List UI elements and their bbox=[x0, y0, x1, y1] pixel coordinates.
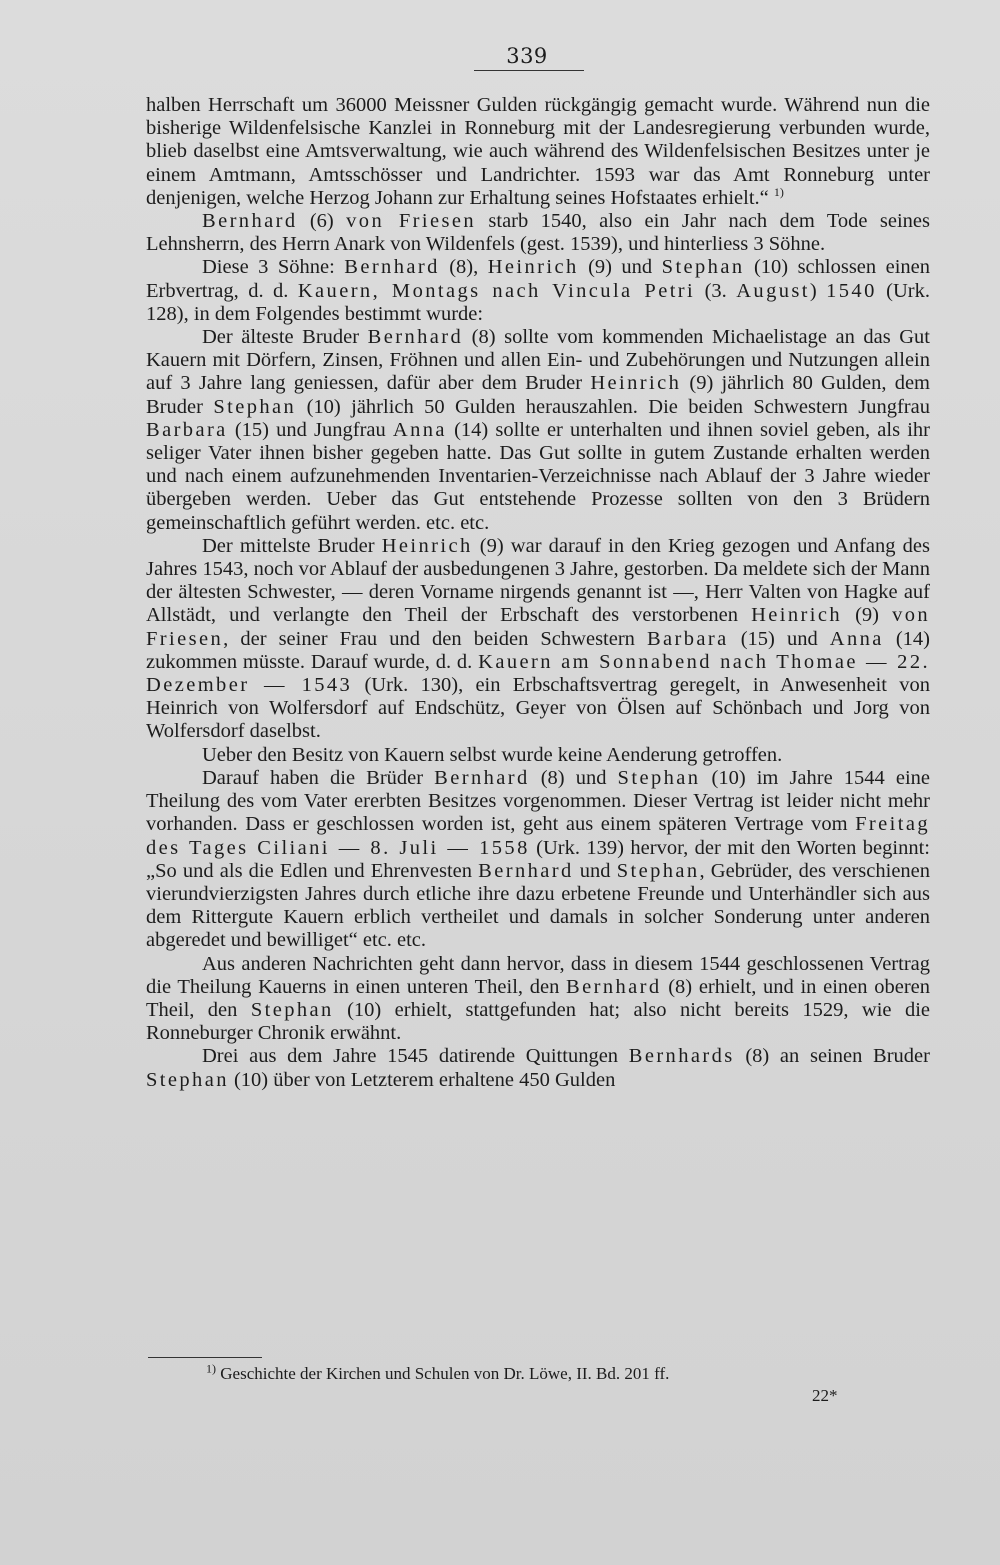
text-run: (8) an seinen Bruder bbox=[734, 1045, 930, 1068]
text-run: ) bbox=[809, 279, 827, 302]
spaced-name: Bernhard bbox=[202, 210, 298, 233]
text-run: (Urk. 130), ein Erbschaftsvertrag geregelt, in Anwesenheit von Heinrich von Wolfersdorf auf Endschütz, Geyer von Ölsen auf Schönbach und Jorg von Wolfersdorf daselbst. bbox=[146, 674, 930, 743]
paragraph bbox=[146, 210, 930, 256]
paragraph bbox=[146, 744, 930, 767]
spaced-name: August bbox=[736, 279, 810, 302]
spaced-name: Stephan bbox=[213, 395, 297, 418]
spaced-name: Bernhard bbox=[367, 326, 464, 349]
text-run: (9) bbox=[842, 604, 893, 627]
text-run: (Urk. 128), in dem Folgendes bestimmt wurde: bbox=[146, 279, 931, 325]
text-run: (10) über von Letzterem erhaltene 450 Gulden bbox=[228, 1068, 616, 1091]
text-run: (15) und Jungfrau bbox=[227, 418, 393, 441]
text-run: starb 1540, also ein Jahr nach dem Tode seines Lehnsherrn, des Herrn Anark von Wildenfels (gest. 1539), und hinterliess 3 Söhne. bbox=[146, 210, 930, 256]
text-run: Aus anderen Nachrichten geht dann hervor, dass in diesem 1544 geschlossenen Vertrag die Theilung Kauerns in einen unteren Theil, den bbox=[146, 952, 930, 998]
paragraph bbox=[146, 1045, 930, 1091]
spaced-name: Bernhards bbox=[628, 1045, 735, 1068]
spaced-name: 1540 bbox=[826, 279, 877, 302]
text-run: (14) sollte er unterhalten und ihnen soviel geben, als ihr seliger Vater ihnen bisher gegeben hatte. Das Gut sollte in gutem Zustande erhalten werden und nach einem aufzunehmenden Inventarien-Verzeichnisse nach Ablauf der 3 Jahre wieder übergeben werden. Ueber das Gut entstehende Prozesse sollten von den 3 Brüdern gemeinschaftlich geführt werden. etc. etc. bbox=[146, 418, 930, 534]
spaced-name: Heinrich bbox=[590, 372, 682, 395]
spaced-name: Stephan bbox=[146, 1068, 229, 1091]
text-run: (8) erhielt, und in einen oberen Theil, den bbox=[146, 975, 930, 1021]
spaced-name: Anna bbox=[392, 418, 447, 441]
paragraph bbox=[146, 94, 930, 210]
text-run: Der mittelste Bruder bbox=[202, 534, 382, 557]
spaced-name: Kauern am Sonnabend nach Thomae — 22. Dezember — 1543 bbox=[146, 650, 930, 697]
spaced-name: Heinrich bbox=[487, 256, 579, 279]
text-run: (8), bbox=[439, 256, 488, 279]
footnote-marker: 1) bbox=[206, 1361, 216, 1376]
page-number-rule bbox=[474, 70, 584, 71]
text-run: Diese 3 Söhne: bbox=[202, 256, 345, 279]
page-number: 339 bbox=[506, 44, 548, 68]
text-run: (6) bbox=[297, 210, 347, 233]
text-run: (Urk. 139) hervor, der mit den Worten beginnt: „So und als die Edlen und Ehrenvesten bbox=[146, 836, 930, 882]
signature-mark: 22* bbox=[812, 1386, 838, 1405]
spaced-name: Anna bbox=[829, 627, 884, 650]
text-run: (10) schlossen einen Erbvertrag, d. d. bbox=[146, 256, 930, 302]
spaced-name: Kauern, Montags nach Vincula Petri bbox=[297, 279, 696, 302]
text-run: Der älteste Bruder bbox=[202, 326, 368, 349]
text-run: , der seiner Frau und den beiden Schwestern bbox=[223, 627, 647, 650]
text-run: Drei aus dem Jahre 1545 datirende Quittungen bbox=[202, 1045, 629, 1068]
text-run: (9) war darauf in den Krieg gezogen und Anfang des Jahres 1543, noch vor Ablauf der ausbedungenen 3 Jahre, gestorben. Da meldete sich der Mann der ältesten Schwester, — deren Vorname nirgends genannt ist —, Herr Valten von Hagke auf Allstädt, und verlangte den Theil der Erbschaft des verstorbenen bbox=[146, 534, 930, 627]
footnote-text: Geschichte der Kirchen und Schulen von Dr. Löwe, II. Bd. 201 ff. bbox=[220, 1364, 670, 1383]
spaced-name: von Friesen bbox=[146, 604, 931, 650]
paragraph bbox=[146, 767, 930, 953]
footnote bbox=[206, 1363, 846, 1385]
spaced-name: Stephan bbox=[661, 256, 745, 279]
paragraph bbox=[146, 953, 930, 1046]
text-run: (9) jährlich 80 Gulden, dem Bruder bbox=[146, 372, 930, 418]
text-run: (3. bbox=[695, 279, 737, 302]
spaced-name: von Friesen bbox=[346, 210, 477, 233]
text-run: und bbox=[573, 859, 617, 882]
paragraph bbox=[146, 256, 930, 326]
text-run: (10) im Jahre 1544 eine Theilung des vom Vater ererbten Besitzes vorgenommen. Dieser Vertrag ist leider nicht mehr vorhanden. Dass er geschlossen worden ist, geht aus einem späteren Vertrage vom bbox=[146, 766, 930, 836]
spaced-name: Heinrich bbox=[381, 534, 473, 557]
text-run: (9) und bbox=[578, 256, 662, 279]
spaced-name: Barbara bbox=[646, 627, 729, 650]
text-run: Darauf haben die Brüder bbox=[202, 766, 435, 789]
spaced-name: Stephan bbox=[250, 998, 334, 1021]
text-run: (8) sollte vom kommenden Michaelistage an das Gut Kauern mit Dörfern, Zinsen, Fröhnen und allen Ein- und Zubehörungen und Nutzungen allein auf 3 Jahre lang geniessen, dafür aber dem Bruder bbox=[146, 326, 930, 395]
text-run: , Gebrüder, des verschienen vierundvierzigsten Jahres durch etliche ihre dazu erbetene Freunde und Unterhändler sich aus dem Rittergute Kauern erblich vertheilet und damals in solcher Sonderung unter anderen abgeredet und bewilliget“ etc. etc. bbox=[146, 859, 931, 952]
spaced-name: Freitag des Tages Ciliani — 8. Juli — 1558 bbox=[146, 813, 930, 859]
text-run: (8) und bbox=[529, 766, 618, 789]
body-text bbox=[146, 94, 930, 1092]
spaced-name: Stephan bbox=[616, 859, 700, 882]
footnote-rule bbox=[148, 1357, 262, 1358]
spaced-name: Bernhard bbox=[566, 975, 662, 998]
paragraph bbox=[146, 535, 930, 744]
spaced-name: Bernhard bbox=[434, 766, 530, 789]
paragraph bbox=[146, 326, 930, 535]
footnote-reference: 1) bbox=[773, 184, 784, 199]
spaced-name: Bernhard bbox=[344, 256, 440, 279]
text-run: halben Herrschaft um 36000 Meissner Gulden rückgängig gemacht wurde. Während nun die bisherige Wildenfelsische Kanzlei in Ronneburg mit der Landesregierung verbunden wurde, blieb daselbst eine Amtsverwaltung, wie auch während des Wildenfelsischen Besitzes unter je einem Amtmann, Amtsschösser und Landrichter. 1593 war das Amt Ronneburg unter denjenigen, welche Herzog Johann zur Erhaltung seines Hofstaates erhielt.“ bbox=[146, 94, 930, 209]
text-run: (10) jährlich 50 Gulden herauszahlen. Die beiden Schwestern Jungfrau bbox=[296, 395, 930, 418]
spaced-name: Bernhard bbox=[478, 859, 574, 882]
text-run: (14) zukommen müsste. Darauf wurde, d. d. bbox=[146, 627, 930, 673]
text-run: (10) erhielt, stattgefunden hat; also nicht bereits 1529, wie die Ronneburger Chronik erwähnt. bbox=[146, 998, 930, 1045]
text-run: (15) und bbox=[728, 627, 830, 650]
spaced-name: Stephan bbox=[617, 766, 701, 789]
spaced-name: Barbara bbox=[146, 418, 228, 441]
spaced-name: Heinrich bbox=[751, 604, 843, 627]
text-run: Ueber den Besitz von Kauern selbst wurde keine Aenderung getroffen. bbox=[202, 743, 783, 766]
